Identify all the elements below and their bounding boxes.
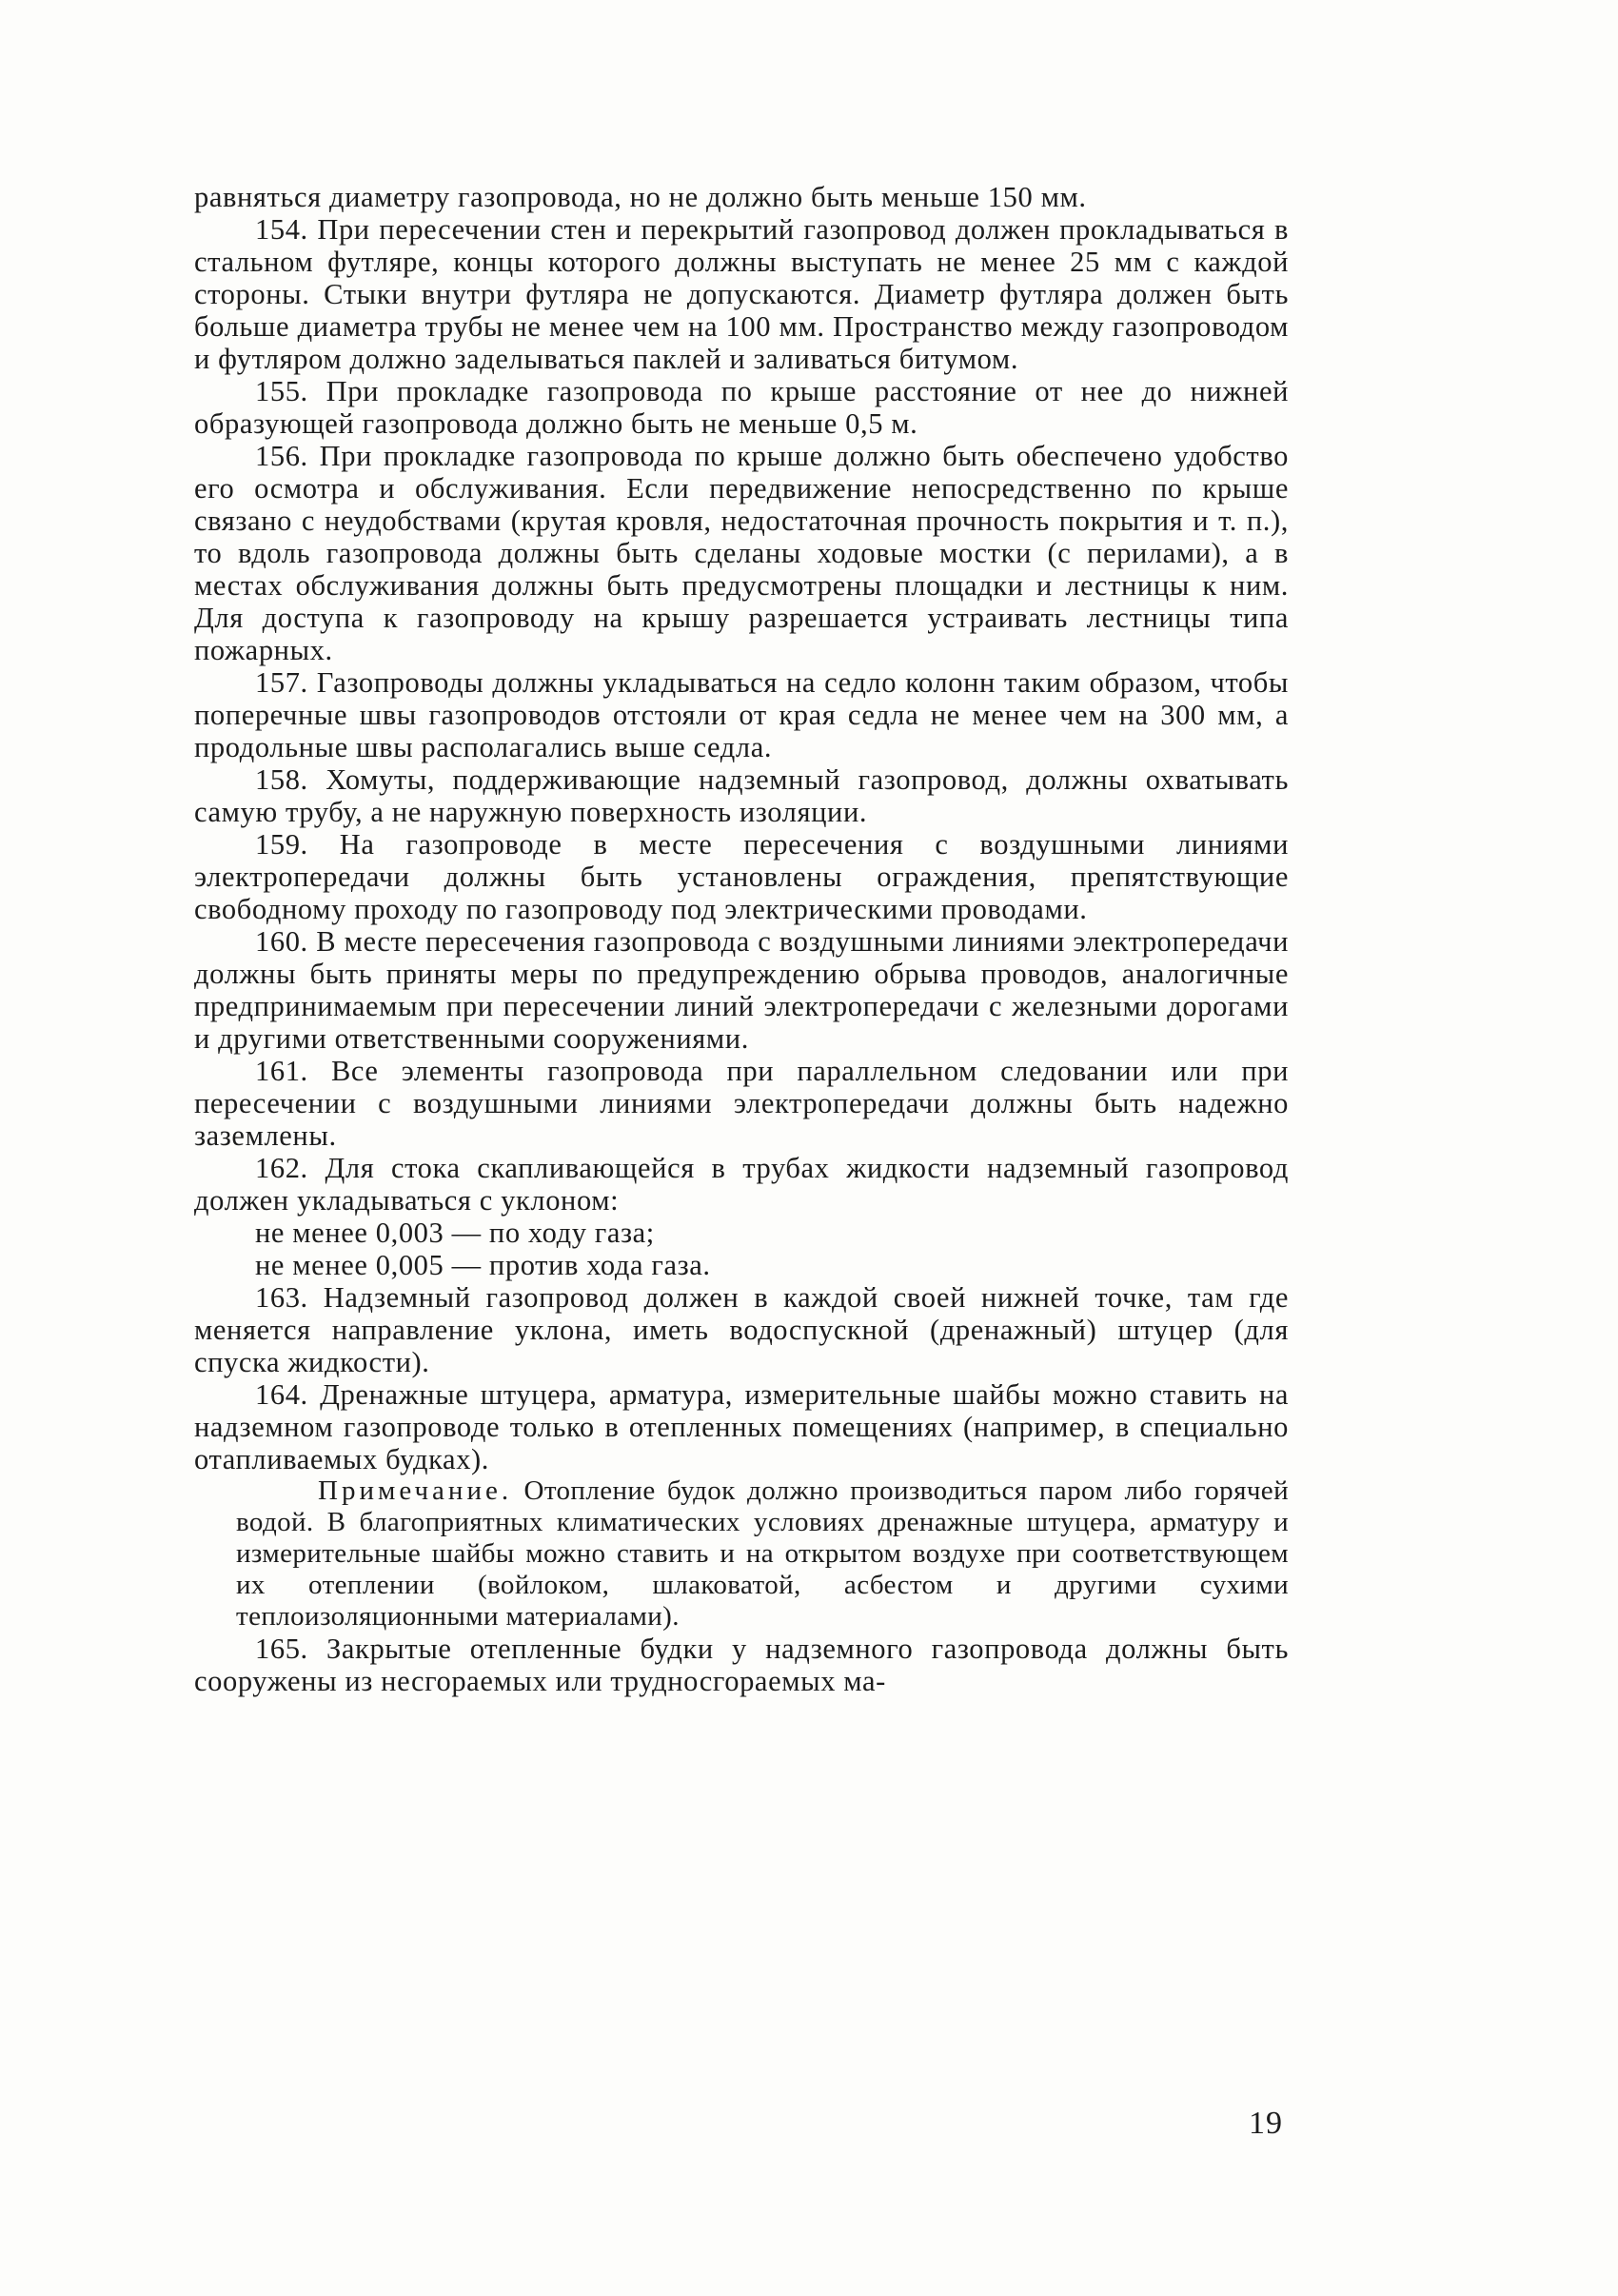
paragraph-154 [194, 213, 1289, 375]
paragraph-159 [194, 828, 1289, 925]
paragraph-163 [194, 1281, 1289, 1378]
paragraph-156 [194, 440, 1289, 666]
paragraph-text: При прокладке газопровода по крыше расстояние от нее до нижней образующей газопровода должно быть не меньше 0,5 м. [194, 375, 1290, 440]
note-label: Примечание. [318, 1475, 513, 1506]
paragraph-number: 161. [255, 1055, 308, 1087]
paragraph-text: В месте пересечения газопровода с воздушными линиями электропередачи должны быть приняты меры по предупреждению обрыва проводов, аналогичные предпринимаемым при пересечении линий электропередачи с железными дорогами и другими ответственными сооружениями. [194, 925, 1289, 1055]
paragraph-number: 163. [255, 1281, 308, 1314]
paragraph-160 [194, 925, 1289, 1055]
paragraph-number: 156. [255, 440, 308, 472]
note-block [236, 1475, 1289, 1633]
paragraph-number: 164. [255, 1378, 308, 1411]
paragraph-158 [194, 763, 1289, 828]
paragraph-text: При пересечении стен и перекрытий газопровод должен прокладываться в стальном футляре, концы которого должны выступать не менее 25 мм с каждой стороны. Стыки внутри футляра не допускаются. Диаметр футляра должен быть больше диаметра трубы не менее чем на 100 мм. Пространство между газопроводом и футляром должно заделываться паклей и заливаться битумом. [194, 213, 1289, 375]
paragraph-number: 154. [255, 213, 308, 246]
paragraph-text: Дренажные штуцера, арматура, измерительные шайбы можно ставить на надземном газопроводе только в отепленных помещениях (например, в специально отапливаемых будках). [194, 1378, 1290, 1475]
paragraph-number: 160. [255, 925, 308, 958]
paragraph-text: Газопроводы должны укладываться на седло колонн таким образом, чтобы поперечные швы газопроводов отстояли от края седла не менее чем на 300 мм, а продольные швы располагались выше седла. [194, 666, 1289, 763]
paragraph-number: 158. [255, 763, 308, 796]
paragraph-text: Все элементы газопровода при параллельном следовании или при пересечении с воздушными линиями электропередачи должны быть надежно заземлены. [194, 1055, 1289, 1152]
paragraph-number: 162. [255, 1152, 308, 1184]
page-number: 19 [1249, 2106, 1283, 2141]
paragraph-162 [194, 1152, 1289, 1217]
note-text: Отопление будок должно производиться паром либо горячей водой. В благоприятных климатических условиях дренажные штуцера, арматуру и измерительные шайбы можно ставить и на открытом воздухе при соответствующем их отеплении (войлоком, шлаковатой, асбестом и другими сухими теплоизоляционными материалами). [236, 1475, 1289, 1632]
paragraph-157 [194, 666, 1289, 763]
paragraph-number: 165. [255, 1633, 308, 1665]
paragraph-text: Для стока скапливающейся в трубах жидкости надземный газопровод должен укладываться с уклоном: [194, 1152, 1289, 1217]
paragraph-text: На газопроводе в месте пересечения с воздушными линиями электропередачи должны быть установлены ограждения, препятствующие свободному проходу по газопроводу под электрическими проводами. [194, 828, 1289, 925]
intro-paragraph: равняться диаметру газопровода, но не должно быть меньше 150 мм. [194, 181, 1087, 213]
paragraph-161 [194, 1055, 1289, 1152]
paragraph-text: Надземный газопровод должен в каждой своей нижней точке, там где меняется направление уклона, иметь водоспускной (дренажный) штуцер (для спуска жидкости). [194, 1281, 1289, 1378]
paragraph-164 [194, 1378, 1289, 1475]
slope-line-against-flow: не менее 0,005 — против хода газа. [255, 1249, 711, 1281]
slope-line-gas-flow: не менее 0,003 — по ходу газа; [255, 1217, 655, 1249]
paragraph-text: Закрытые отепленные будки у надземного газопровода должны быть сооружены из несгораемых или трудносгораемых ма- [194, 1633, 1289, 1697]
paragraph-number: 157. [255, 666, 308, 699]
paragraph-155 [194, 375, 1289, 440]
paragraph-text: Хомуты, поддерживающие надземный газопровод, должны охватывать самую трубу, а не наружную поверхность изоляции. [194, 763, 1289, 828]
paragraph-165 [194, 1633, 1289, 1697]
paragraph-number: 159. [255, 828, 308, 861]
paragraph-text: При прокладке газопровода по крыше должно быть обеспечено удобство его осмотра и обслуживания. Если передвижение непосредственно по крыше связано с неудобствами (крутая кровля, недостаточная прочность покрытия и т. п.), то вдоль газопровода должны быть сделаны ходовые мостки (с перилами), а в местах обслуживания должны быть предусмотрены площадки и лестницы к ним. Для доступа к газопроводу на крышу разрешается устраивать лестницы типа пожарных. [194, 440, 1289, 666]
paragraph-number: 155. [255, 375, 308, 407]
body-text [194, 181, 1289, 1697]
